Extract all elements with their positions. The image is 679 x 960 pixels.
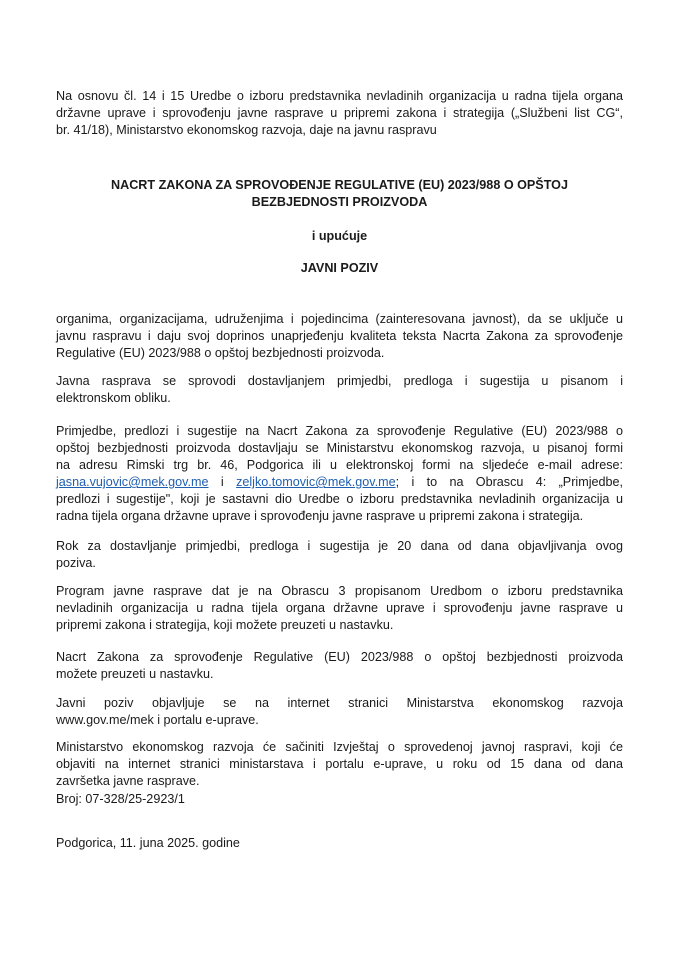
- text-line: Ministarstvo ekonomskog razvoja će sačiniti Izvještaj o sprovedenoj javnoj raspravi, koji će: [56, 740, 623, 754]
- text-line: www.gov.me/mek i portalu e-uprave.: [56, 713, 259, 727]
- text-line: na adresu Rimski trg br. 46, Podgorica ili u elektronskoj formi na sljedeće e-mail adrese:: [56, 458, 623, 472]
- title-line: NACRT ZAKONA ZA SPROVOĐENJE REGULATIVE (EU) 2023/988 O OPŠTOJ: [111, 178, 568, 192]
- text-line: nevladinih organizacija u radna tijela organa državne uprave i sprovođenju javne rasprave u: [56, 601, 623, 615]
- text-line: možete preuzeti u nastavku.: [56, 667, 214, 681]
- email-link-zeljko[interactable]: zeljko.tomovic@mek.gov.me: [236, 475, 396, 489]
- document-number: Broj: 07-328/25-2923/1: [56, 792, 185, 806]
- document-title: [56, 177, 623, 211]
- text-after-emails: ; i to na Obrascu 4: „Primjedbe,: [395, 475, 624, 489]
- upucuje-heading: i upućuje: [311, 229, 368, 243]
- text-line: Javni poziv objavljuje se na internet stranici Ministarstva ekonomskog razvoja: [56, 696, 623, 710]
- intro-paragraph: [56, 88, 623, 139]
- paragraph-publication: [56, 695, 623, 729]
- text-line: poziva.: [56, 556, 96, 570]
- text-and: i: [208, 475, 237, 489]
- text-line: radna tijela organa državne uprave i sprovođenju javne rasprave u pripremi zakona i strategija.: [56, 509, 584, 523]
- paragraph-invitation: [56, 311, 623, 362]
- text-line: Regulative (EU) 2023/988 o opštoj bezbjednosti proizvoda.: [56, 346, 385, 360]
- email-link-jasna[interactable]: jasna.vujovic@mek.gov.me: [56, 475, 209, 489]
- text-line: Rok za dostavljanje primjedbi, predloga i sugestija je 20 dana od dana objavljivanja ovog: [56, 539, 623, 553]
- text-line: Primjedbe, predlozi i sugestije na Nacrt Zakona za sprovođenje Regulative (EU) 2023/988 o: [56, 424, 623, 438]
- text-line: organima, organizacijama, udruženjima i pojedincima (zainteresovana javnost), da se uključe u: [56, 312, 623, 326]
- paragraph-submission: [56, 423, 623, 525]
- text-line: javnu raspravu i daju svoj doprinos unaprjeđenju kvaliteta teksta Nacrta Zakona za sprovođenje: [56, 329, 623, 343]
- text-line: elektronskom obliku.: [56, 391, 171, 405]
- title-line: BEZBJEDNOSTI PROIZVODA: [251, 195, 428, 209]
- text-line: Nacrt Zakona za sprovođenje Regulative (EU) 2023/988 o opštoj bezbjednosti proizvoda: [56, 650, 623, 664]
- text-line: Program javne rasprave dat je na Obrascu 3 propisanom Uredbom o izboru predstavnika: [56, 584, 623, 598]
- email-line: [56, 474, 623, 491]
- text-line: državne uprave i sprovođenju javne rasprave u pripremi zakona i strategija („Službeni list CG“,: [56, 106, 623, 120]
- paragraph-deadline: [56, 538, 623, 572]
- javni-poziv-heading: JAVNI POZIV: [300, 261, 379, 275]
- text-line: br. 41/18), Ministarstvo ekonomskog razvoja, daje na javnu raspravu: [56, 123, 437, 137]
- text-line: opštoj bezbjednosti proizvoda dostavljaju se Ministarstvu ekonomskog razvoja, u pisanoj formi: [56, 441, 623, 455]
- text-line: Na osnovu čl. 14 i 15 Uredbe o izboru predstavnika nevladinih organizacija u radna tijela organa: [56, 89, 623, 103]
- text-line: objaviti na internet stranici ministarstava i portalu e-uprave, u roku od 15 dana od dana: [56, 757, 623, 771]
- paragraph-report: [56, 739, 623, 790]
- text-line: Javna rasprava se sprovodi dostavljanjem primjedbi, predloga i sugestija u pisanom i: [56, 374, 623, 388]
- text-line: završetka javne rasprave.: [56, 774, 200, 788]
- paragraph-program: [56, 583, 623, 634]
- document-date: Podgorica, 11. juna 2025. godine: [56, 836, 240, 850]
- text-line: pripremi zakona i strategija, koji možete preuzeti u nastavku.: [56, 618, 394, 632]
- paragraph-draft: [56, 649, 623, 683]
- paragraph-method: [56, 373, 623, 407]
- text-line: predlozi i sugestije", koji je sastavni dio Uredbe o izboru predstavnika nevladinih organizacija u: [56, 492, 623, 506]
